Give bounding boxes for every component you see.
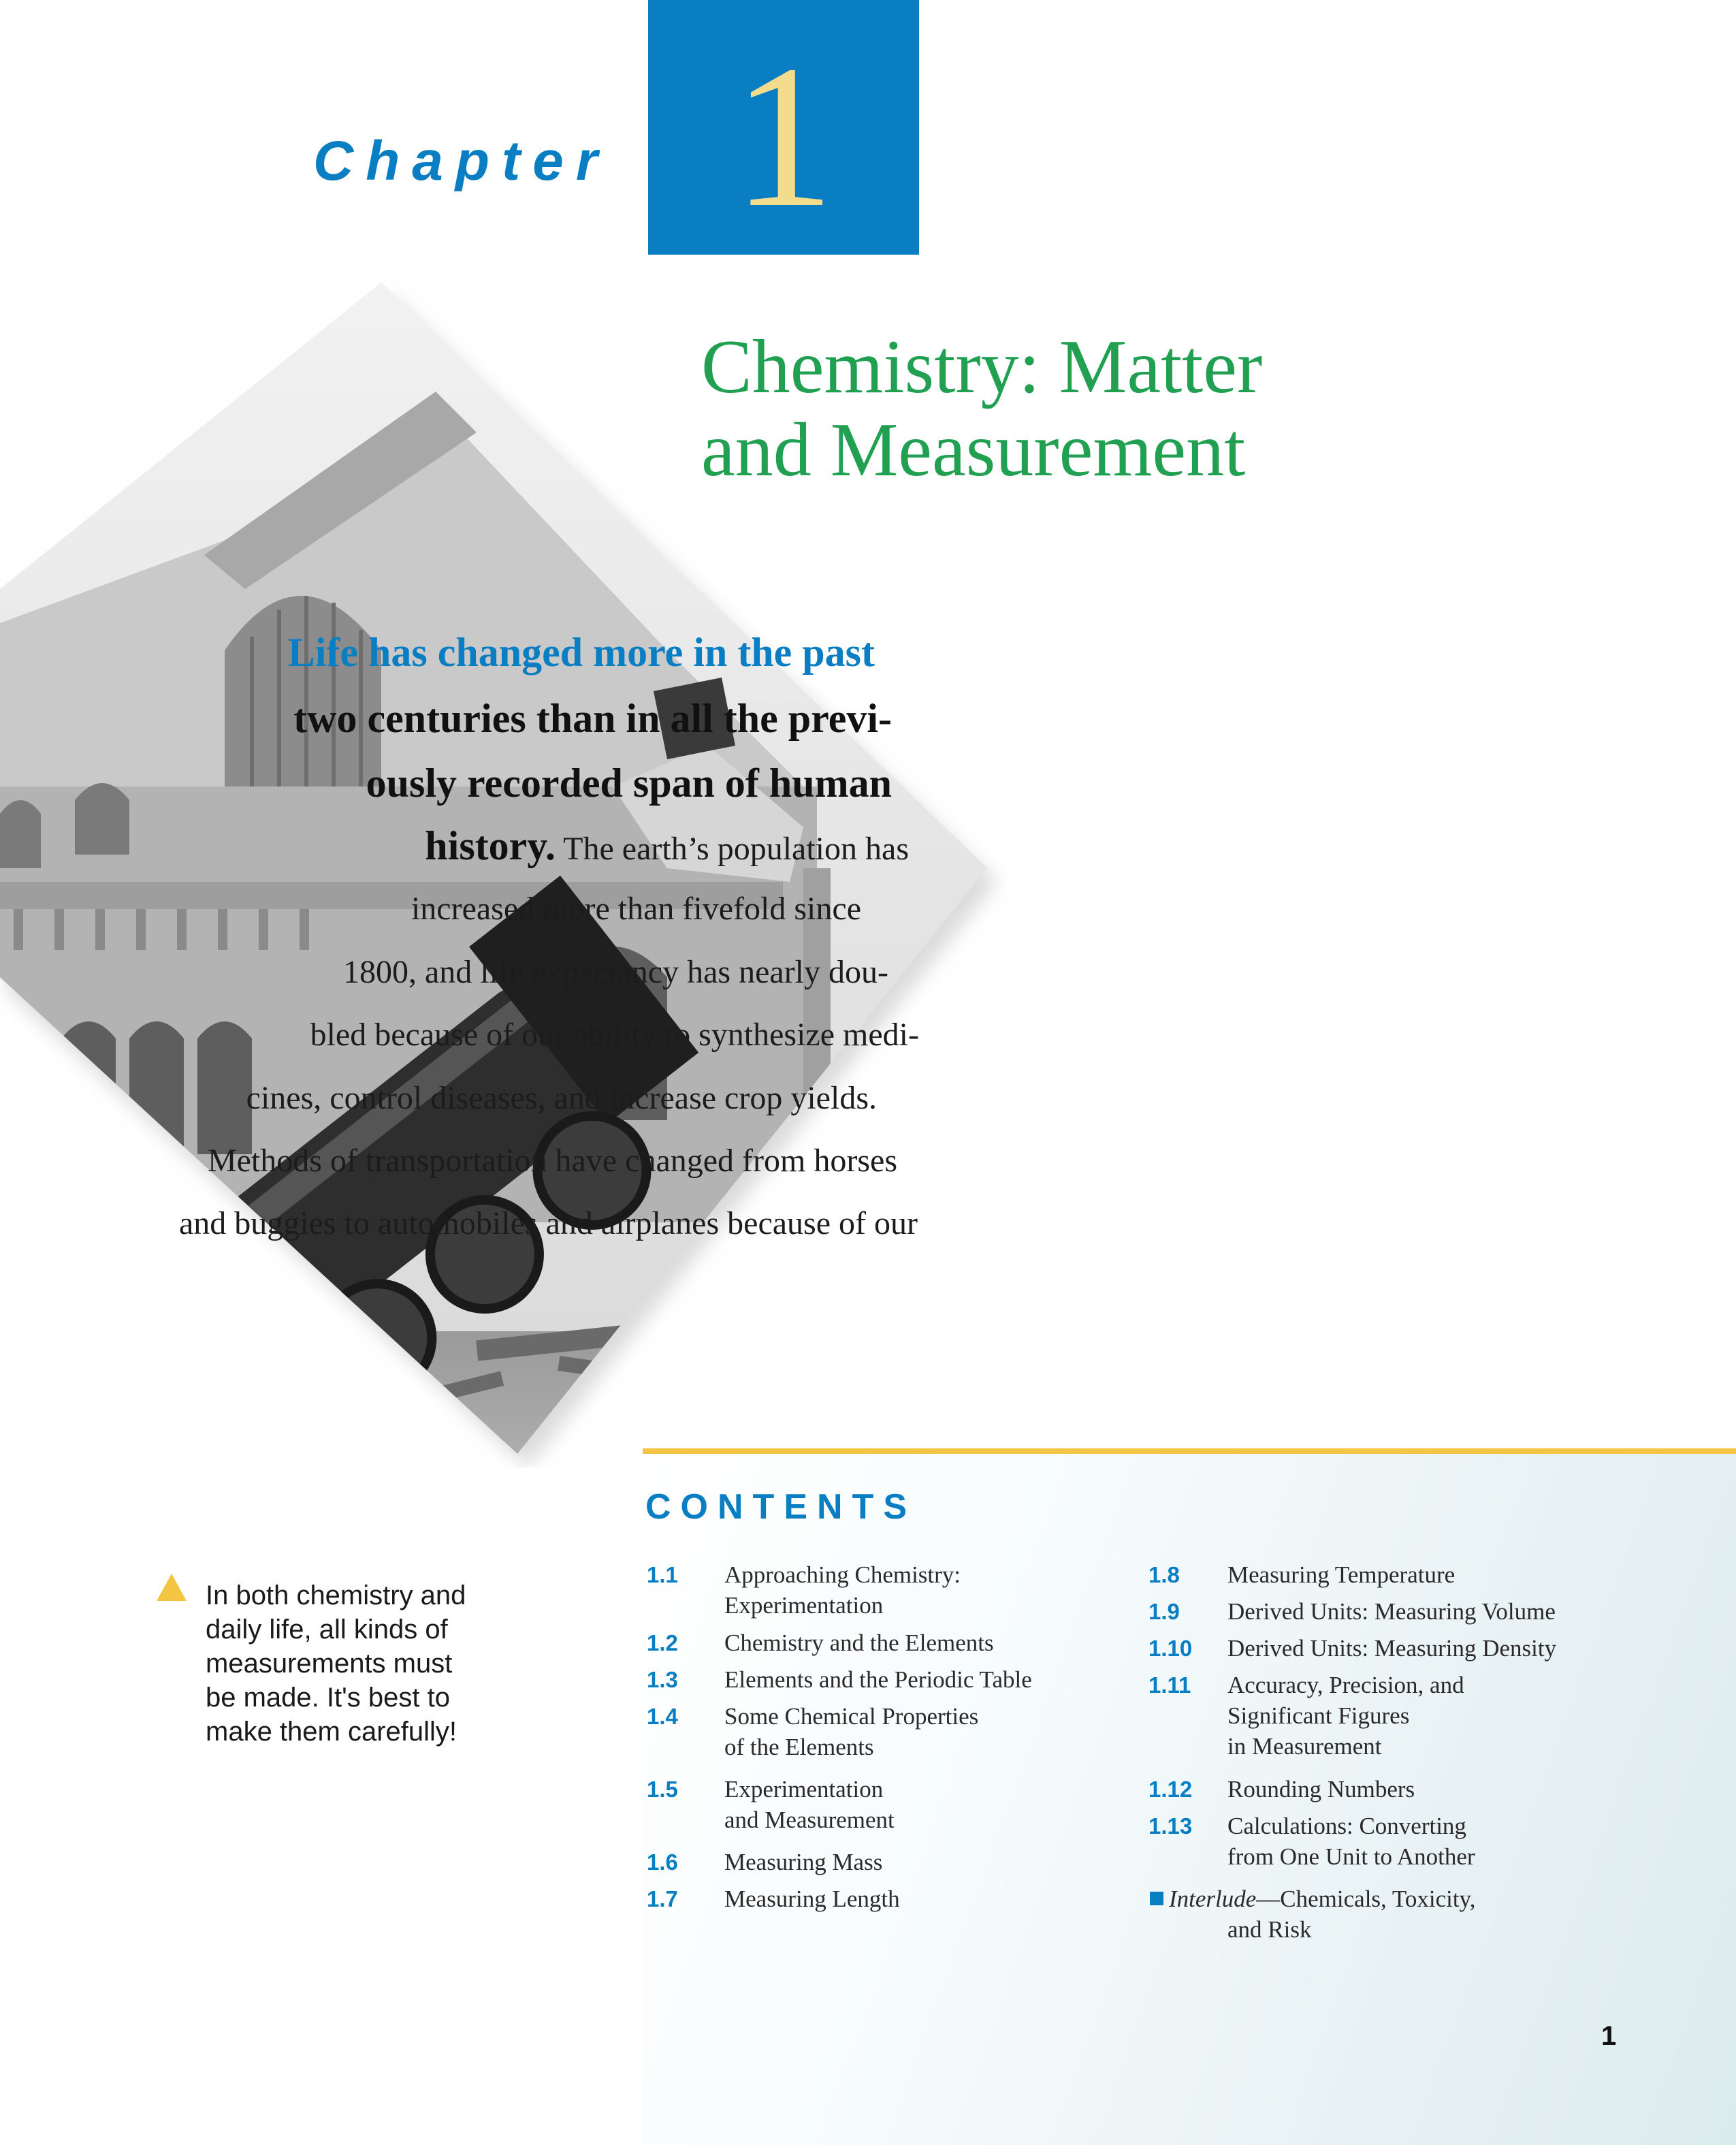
intro-lead-line1: Life has changed more in the past [287,630,875,675]
page-number: 1 [1601,2021,1617,2051]
photo-caption [206,1578,519,1749]
interlude-title-line2: and Risk [1227,1916,1312,1943]
contents-heading: CONTENTS [645,1487,916,1527]
triangle-icon [155,1572,188,1602]
toc-title: Some Chemical Properties [724,1703,979,1730]
toc-title: Derived Units: Measuring Density [1227,1635,1557,1662]
toc-number: 1.4 [647,1704,678,1729]
caption-line: In both chemistry and [206,1580,466,1610]
chapter-number: 1 [733,23,835,249]
chapter-number-box [648,0,919,255]
toc-number: 1.7 [647,1886,678,1911]
toc-number: 1.2 [647,1630,678,1655]
toc-title: Elements and the Periodic Table [724,1666,1032,1693]
caption-line: measurements must [206,1649,453,1679]
square-bullet-icon [1148,1884,1168,1914]
toc-number: 1.12 [1148,1777,1193,1802]
toc-title: of the Elements [724,1734,874,1760]
toc-number: 1.13 [1148,1813,1193,1839]
toc-title: Significant Figures [1227,1702,1410,1729]
intro-lead-line4: history. [425,823,556,868]
toc-number: 1.6 [647,1849,678,1875]
intro-line7: bled because of our ability to synthesize medi- [310,1017,919,1053]
toc-title: Experimentation [724,1776,884,1802]
toc-title: Accuracy, Precision, and [1227,1672,1464,1698]
toc-number: 1.3 [647,1667,678,1692]
intro-line4 [425,825,909,870]
toc-title: Calculations: Converting [1227,1813,1466,1839]
toc-number: 1.1 [647,1562,678,1587]
toc-title: Chemistry and the Elements [724,1630,994,1656]
contents-divider [643,1448,1736,1454]
toc-title: in Measurement [1227,1733,1382,1760]
caption-line: daily life, all kinds of [206,1615,448,1644]
toc-title: Measuring Mass [724,1849,883,1875]
chapter-label: Chapter [313,130,610,192]
toc-title: Derived Units: Measuring Volume [1227,1598,1556,1625]
interlude-title: —Chemicals, Toxicity, [1256,1886,1476,1912]
intro-line6: 1800, and life expectancy has nearly dou- [342,954,888,990]
chapter-title-line2: and Measurement [701,408,1246,492]
toc-title: from One Unit to Another [1227,1843,1475,1870]
caption-line: be made. It's best to [206,1683,450,1713]
toc-title: Measuring Length [724,1886,900,1912]
toc-title: and Measurement [724,1807,895,1833]
interlude-label: Interlude [1169,1886,1257,1912]
intro-lead-line3: ously recorded span of human [366,761,892,806]
toc-number: 1.5 [647,1777,678,1802]
intro-lead-line2: two centuries than in all the previ- [293,696,892,741]
intro-line4-rest: The earth’s population has [556,831,909,867]
toc-title: Experimentation [724,1592,884,1619]
toc-title: Approaching Chemistry: [724,1561,961,1588]
toc-number: 1.8 [1148,1562,1180,1587]
intro-line9: Methods of transportation have changed from horses [207,1143,897,1179]
toc-number: 1.9 [1148,1599,1180,1624]
caption-line: make them carefully! [206,1717,457,1747]
intro-line10: and buggies to automobiles and airplanes because of our [178,1205,918,1241]
intro-line5: increased more than fivefold since [411,891,861,927]
intro-line8: cines, control diseases, and increase crop yields. [246,1080,877,1116]
toc-title: Rounding Numbers [1227,1776,1415,1802]
toc-number: 1.10 [1148,1636,1193,1661]
chapter-title-line1: Chemistry: Matter [701,325,1263,409]
toc-title: Measuring Temperature [1227,1561,1456,1588]
toc-number: 1.11 [1148,1672,1191,1698]
